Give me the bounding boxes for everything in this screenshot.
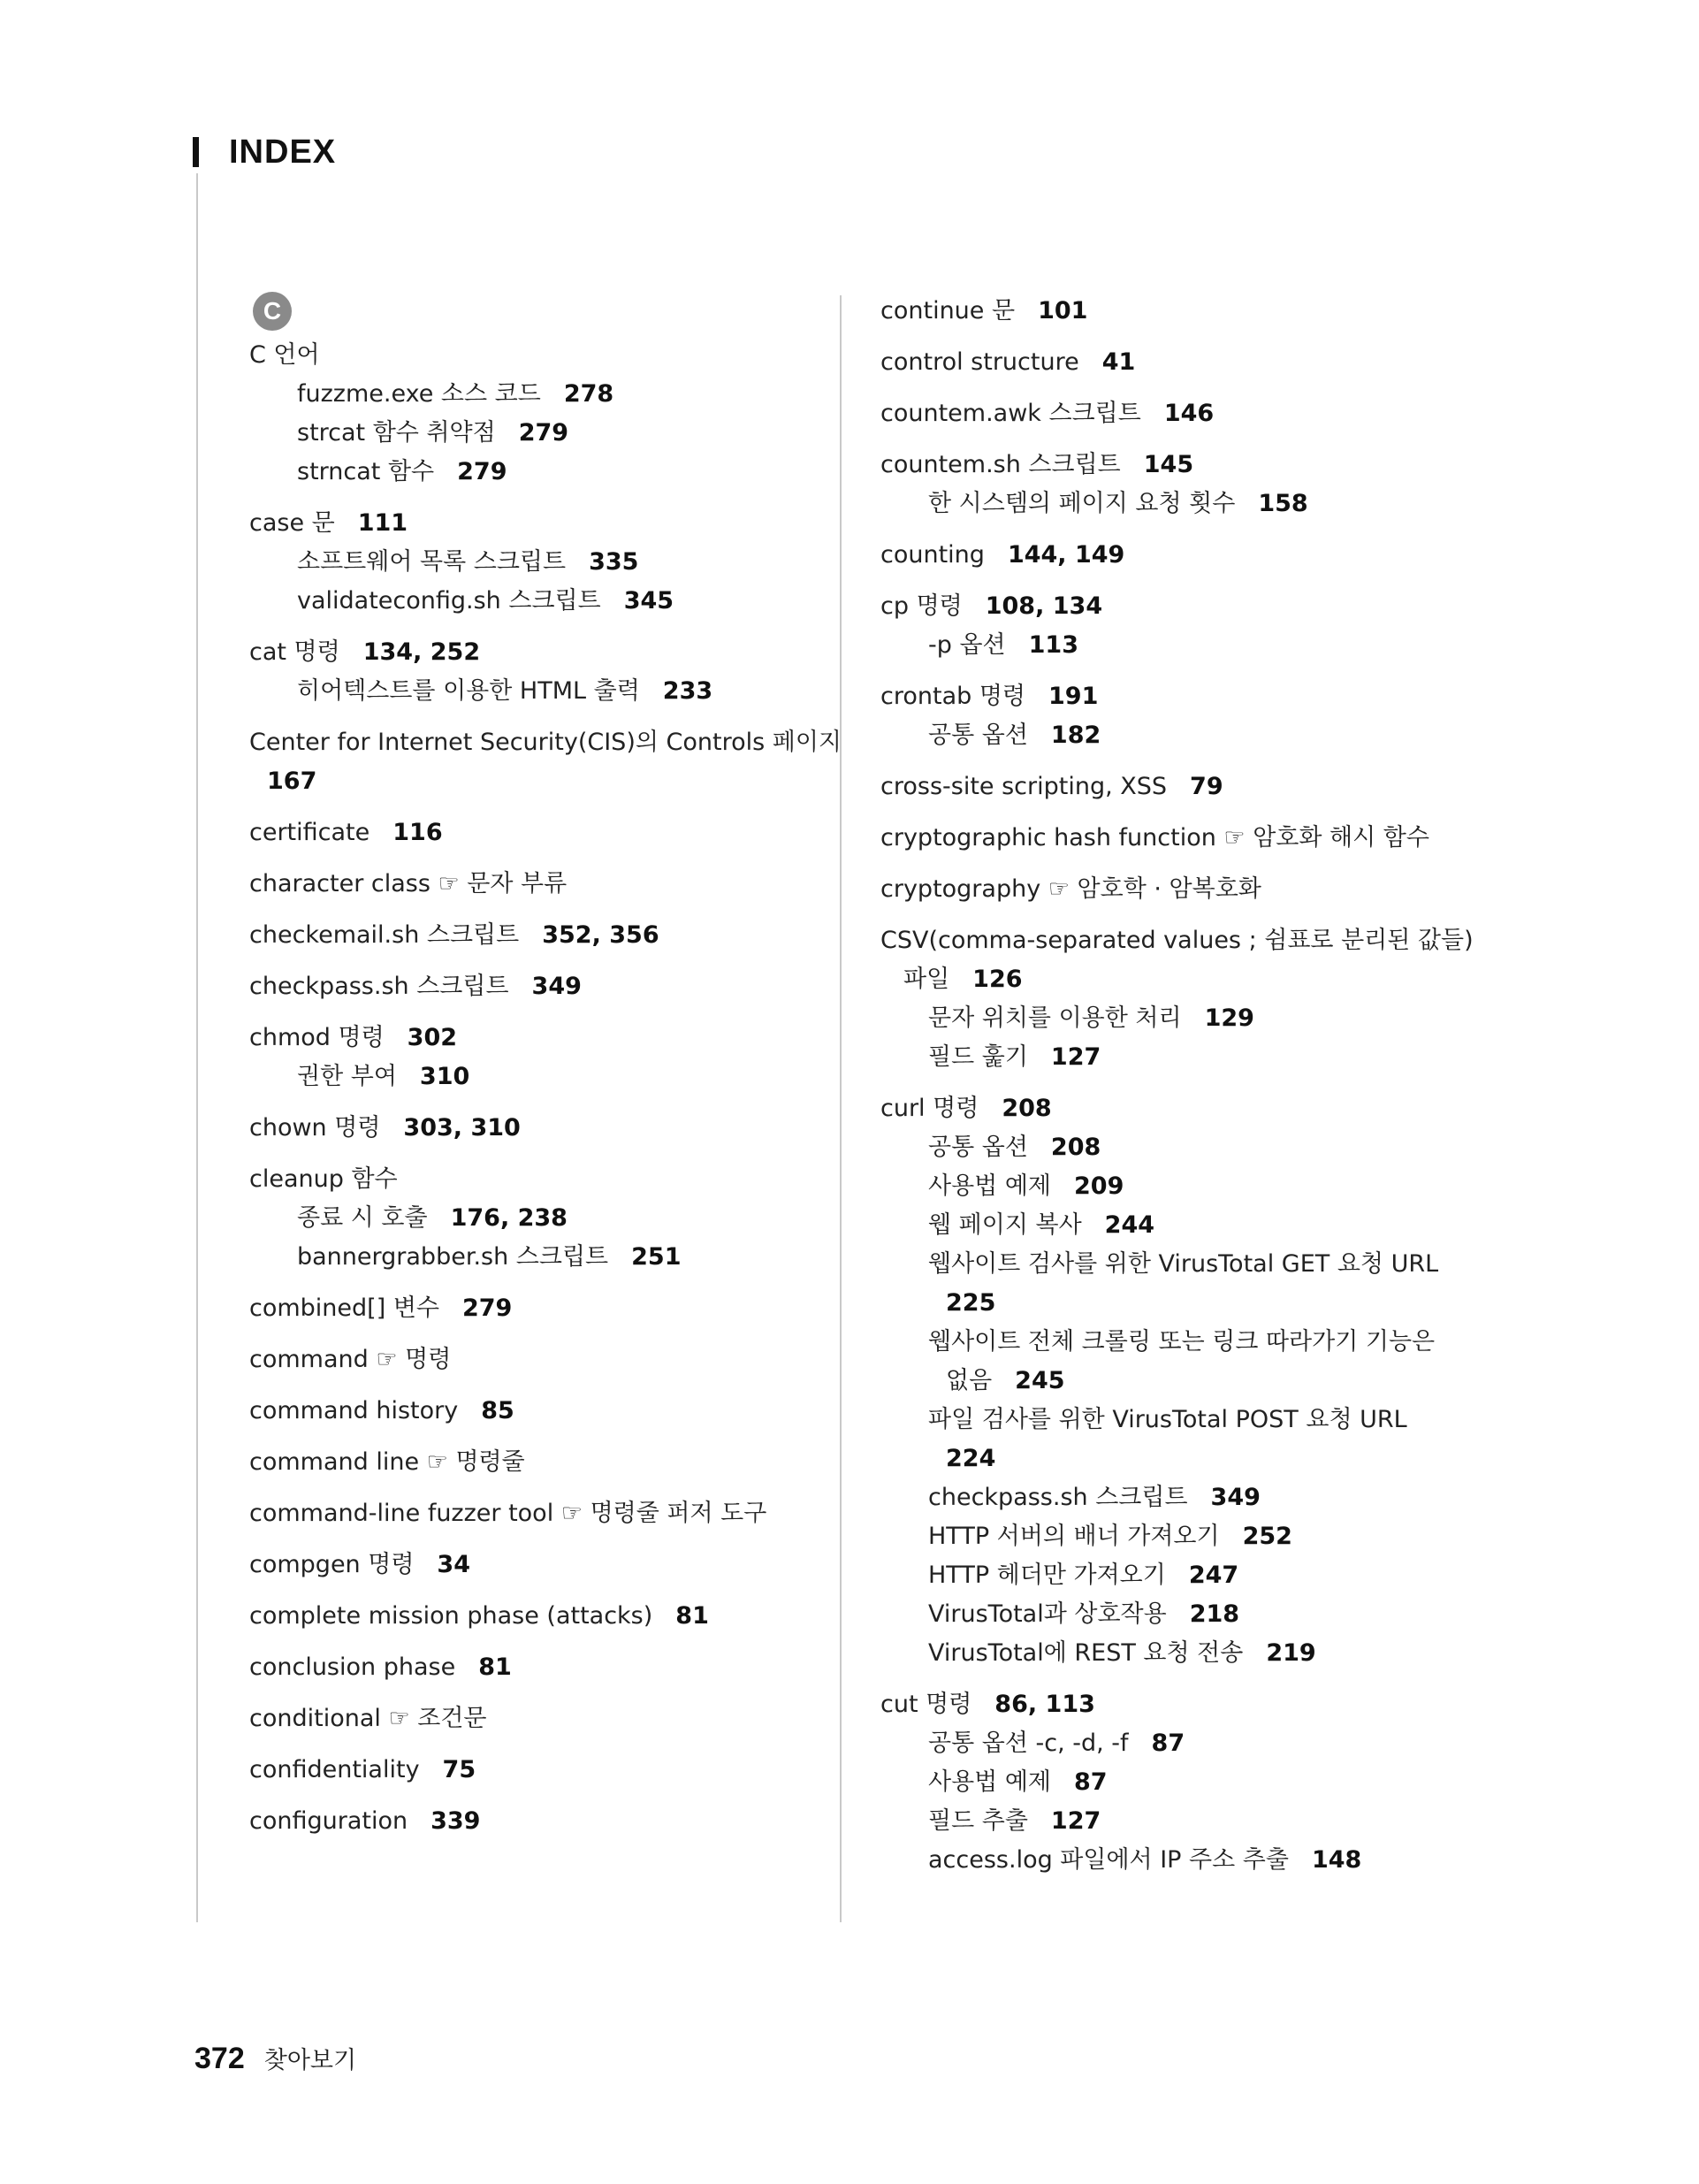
index-entry bbox=[249, 723, 842, 801]
index-subterm: checkpass.sh 스크립트 bbox=[928, 1484, 1188, 1511]
index-subentry bbox=[880, 1724, 1464, 1763]
index-entry bbox=[249, 633, 815, 711]
index-entry-line bbox=[249, 1648, 815, 1687]
page-reference: 144, 149 bbox=[1007, 541, 1125, 569]
page-reference: 209 bbox=[1074, 1172, 1124, 1200]
index-subentry bbox=[880, 1245, 1464, 1323]
index-subterm: 권한 부여 bbox=[297, 1063, 397, 1090]
page-reference: 81 bbox=[675, 1602, 709, 1630]
page-reference: 81 bbox=[478, 1653, 512, 1681]
page-reference: 182 bbox=[1050, 722, 1101, 749]
index-subentry bbox=[880, 716, 1464, 755]
index-subterm: 공통 옵션 bbox=[928, 722, 1028, 749]
index-term: command history bbox=[249, 1397, 459, 1424]
page-reference: 251 bbox=[631, 1243, 682, 1271]
index-column-left bbox=[249, 292, 842, 1853]
index-subentry bbox=[880, 1038, 1464, 1077]
index-subentry bbox=[880, 1634, 1464, 1673]
index-entry bbox=[249, 1597, 815, 1636]
page-reference: 34 bbox=[437, 1551, 470, 1578]
index-term: command ☞ 명령 bbox=[249, 1346, 452, 1373]
index-subentry bbox=[880, 1206, 1464, 1245]
index-subterm: strncat 함수 bbox=[297, 458, 435, 485]
index-entry bbox=[249, 1802, 815, 1841]
page-number: 372 bbox=[194, 2042, 245, 2075]
page-reference: 108, 134 bbox=[985, 592, 1103, 620]
index-subterm: 웹사이트 검사를 위한 VirusTotal GET 요청 URL bbox=[928, 1250, 1439, 1278]
index-subentry bbox=[249, 1199, 815, 1238]
index-entry bbox=[880, 677, 1464, 755]
continuation-text: 파일 bbox=[903, 966, 950, 993]
index-term: continue 문 bbox=[880, 297, 1016, 325]
page-reference: 79 bbox=[1190, 773, 1223, 800]
page-reference: 335 bbox=[589, 548, 639, 576]
index-subentry bbox=[880, 1128, 1464, 1167]
header-bar bbox=[193, 137, 199, 167]
page-reference: 278 bbox=[563, 380, 614, 408]
index-entry-line bbox=[249, 1340, 815, 1379]
page-reference: 191 bbox=[1048, 683, 1099, 710]
index-term: cryptography ☞ 암호학 · 암복호화 bbox=[880, 875, 1261, 903]
index-subterm: 파일 검사를 위한 VirusTotal POST 요청 URL bbox=[928, 1406, 1407, 1433]
index-subterm: VirusTotal과 상호작용 bbox=[928, 1600, 1167, 1628]
index-entry bbox=[249, 967, 815, 1006]
index-entry-line bbox=[249, 504, 815, 543]
page-reference: 127 bbox=[1050, 1807, 1101, 1835]
index-subentry bbox=[249, 375, 815, 414]
index-entry bbox=[249, 1109, 815, 1148]
index-term: checkemail.sh 스크립트 bbox=[249, 921, 520, 949]
page-reference: 339 bbox=[430, 1807, 481, 1835]
index-entry-line bbox=[249, 1160, 815, 1199]
index-entry-line bbox=[880, 1685, 1464, 1724]
index-entry bbox=[249, 1160, 815, 1277]
index-term: cross-site scripting, XSS bbox=[880, 773, 1168, 800]
column-divider bbox=[840, 295, 842, 1922]
index-subterm: bannergrabber.sh 스크립트 bbox=[297, 1243, 609, 1271]
index-subentry bbox=[249, 582, 815, 621]
index-entry-line bbox=[249, 1751, 815, 1790]
index-term: countem.awk 스크립트 bbox=[880, 400, 1141, 427]
index-entry bbox=[880, 921, 1474, 1077]
index-entry-line bbox=[249, 813, 815, 852]
index-entry-line bbox=[880, 870, 1464, 909]
index-entry-line bbox=[249, 1019, 815, 1058]
index-subterm: 필드 훑기 bbox=[928, 1043, 1028, 1071]
page-reference: 225 bbox=[946, 1289, 996, 1317]
index-term: chown 명령 bbox=[249, 1114, 381, 1142]
page-reference: 87 bbox=[1151, 1730, 1185, 1757]
index-subterm: HTTP 서버의 배너 가져오기 bbox=[928, 1523, 1220, 1550]
index-entry bbox=[880, 587, 1464, 665]
index-subterm: 웹사이트 전체 크롤링 또는 링크 따라가기 기능은 bbox=[928, 1328, 1436, 1355]
page-reference: 101 bbox=[1038, 297, 1088, 325]
index-entry bbox=[249, 1546, 815, 1585]
page-reference: 247 bbox=[1188, 1562, 1239, 1589]
index-entry bbox=[880, 870, 1464, 909]
index-subterm: 사용법 예제 bbox=[928, 1768, 1051, 1796]
index-term: cat 명령 bbox=[249, 638, 340, 666]
page-reference: 148 bbox=[1311, 1846, 1362, 1874]
index-subterm: 웹 페이지 복사 bbox=[928, 1211, 1082, 1239]
page-reference: 208 bbox=[1050, 1134, 1101, 1161]
index-subentry bbox=[880, 1763, 1464, 1802]
index-entry-line bbox=[249, 1443, 815, 1482]
page-reference: 208 bbox=[1002, 1095, 1052, 1122]
page-reference: 158 bbox=[1258, 490, 1308, 517]
index-entry-line bbox=[249, 1109, 815, 1148]
index-term: conclusion phase bbox=[249, 1653, 456, 1681]
index-subentry bbox=[880, 1595, 1464, 1634]
page-reference: 86, 113 bbox=[994, 1691, 1095, 1718]
index-subterm: 사용법 예제 bbox=[928, 1172, 1051, 1200]
index-subterm: access.log 파일에서 IP 주소 추출 bbox=[928, 1846, 1289, 1874]
index-entry-continuation bbox=[880, 960, 1464, 999]
index-subentry bbox=[880, 1323, 1464, 1362]
index-term: CSV(comma-separated values ; 쉼표로 분리된 값들) bbox=[880, 927, 1474, 954]
index-subterm: 히어텍스트를 이용한 HTML 출력 bbox=[297, 677, 640, 705]
continuation-text: 없음 bbox=[946, 1367, 993, 1394]
index-term: control structure bbox=[880, 348, 1079, 376]
index-entry-line bbox=[880, 767, 1464, 806]
index-subterm: -p 옵션 bbox=[928, 631, 1006, 659]
page-reference: 279 bbox=[457, 458, 507, 485]
index-entry-line bbox=[880, 819, 1464, 858]
page-header bbox=[193, 131, 336, 173]
index-entry bbox=[880, 819, 1464, 858]
index-entry-line bbox=[249, 1494, 815, 1533]
index-subentry bbox=[880, 1478, 1464, 1517]
index-term: certificate bbox=[249, 819, 370, 846]
index-entry-line bbox=[880, 343, 1464, 382]
page-reference: 85 bbox=[481, 1397, 514, 1424]
index-term: compgen 명령 bbox=[249, 1551, 415, 1578]
page-reference: 113 bbox=[1028, 631, 1079, 659]
index-subterm: HTTP 헤더만 가져오기 bbox=[928, 1562, 1166, 1589]
index-entry bbox=[249, 1443, 815, 1482]
index-entry-line bbox=[880, 1089, 1464, 1128]
page-reference: 219 bbox=[1266, 1639, 1316, 1667]
index-subentry bbox=[880, 1802, 1464, 1841]
index-entry-line bbox=[880, 394, 1464, 433]
index-entry-line bbox=[249, 916, 815, 955]
index-subterm: 공통 옵션 -c, -d, -f bbox=[928, 1730, 1129, 1757]
index-subterm: 문자 위치를 이용한 처리 bbox=[928, 1004, 1182, 1032]
page-title: INDEX bbox=[229, 133, 337, 171]
index-subterm: strcat 함수 취약점 bbox=[297, 419, 496, 447]
index-entry bbox=[880, 767, 1464, 806]
page-reference: 224 bbox=[946, 1445, 996, 1472]
index-entry-line bbox=[249, 336, 815, 375]
index-entry-line bbox=[880, 292, 1464, 331]
index-entry bbox=[249, 1494, 815, 1533]
index-term: configuration bbox=[249, 1807, 408, 1835]
index-entry bbox=[249, 504, 815, 621]
index-subentry bbox=[880, 1517, 1464, 1556]
page-reference: 279 bbox=[518, 419, 569, 447]
index-term: complete mission phase (attacks) bbox=[249, 1602, 653, 1630]
index-subterm: VirusTotal에 REST 요청 전송 bbox=[928, 1639, 1244, 1667]
index-subentry bbox=[249, 414, 815, 453]
index-entry-line bbox=[249, 865, 815, 904]
index-subterm: 종료 시 호출 bbox=[297, 1204, 428, 1232]
index-term: curl 명령 bbox=[880, 1095, 979, 1122]
index-term: cryptographic hash function ☞ 암호화 해시 함수 bbox=[880, 824, 1429, 851]
index-column-right bbox=[880, 292, 1474, 1892]
index-term: cleanup 함수 bbox=[249, 1165, 398, 1193]
index-term: case 문 bbox=[249, 509, 335, 537]
index-entry bbox=[880, 394, 1464, 433]
index-subterm: 필드 추출 bbox=[928, 1807, 1028, 1835]
page-reference: 41 bbox=[1101, 348, 1136, 376]
index-entry bbox=[249, 1019, 815, 1096]
index-subterm: fuzzme.exe 소스 코드 bbox=[297, 380, 541, 408]
page-reference: 167 bbox=[267, 767, 317, 795]
index-entry bbox=[249, 1340, 815, 1379]
page-reference: 352, 356 bbox=[542, 921, 659, 949]
index-subentry bbox=[880, 485, 1464, 523]
index-entry-line bbox=[880, 446, 1464, 485]
index-subentry bbox=[880, 1167, 1464, 1206]
index-term: crontab 명령 bbox=[880, 683, 1026, 710]
index-entry bbox=[880, 1089, 1464, 1673]
index-entry-line bbox=[880, 536, 1464, 575]
index-entry-line bbox=[249, 1699, 815, 1738]
page-reference: 310 bbox=[419, 1063, 470, 1090]
page-reference: 145 bbox=[1143, 451, 1194, 478]
index-entry bbox=[880, 446, 1464, 523]
index-entry bbox=[880, 343, 1464, 382]
page-reference: 75 bbox=[442, 1756, 476, 1783]
index-term: counting bbox=[880, 541, 985, 569]
index-entry bbox=[249, 1289, 815, 1328]
index-term: conditional ☞ 조건문 bbox=[249, 1705, 487, 1732]
footer-label: 찾아보기 bbox=[263, 2047, 357, 2074]
index-subentry bbox=[880, 626, 1464, 665]
index-entry-line bbox=[249, 1392, 815, 1431]
page-reference: 303, 310 bbox=[403, 1114, 521, 1142]
page-reference: 349 bbox=[1210, 1484, 1261, 1511]
index-subterm: 한 시스템의 페이지 요청 횟수 bbox=[928, 490, 1236, 517]
page-reference: 279 bbox=[461, 1294, 513, 1322]
index-term: confidentiality bbox=[249, 1756, 420, 1783]
index-subentry bbox=[249, 1238, 815, 1277]
page-reference: 129 bbox=[1204, 1004, 1254, 1032]
page-reference: 233 bbox=[662, 677, 713, 705]
index-entry-line bbox=[249, 723, 842, 801]
page-reference: 345 bbox=[623, 587, 674, 615]
index-subentry bbox=[249, 1058, 815, 1096]
index-term: combined[] 변수 bbox=[249, 1294, 439, 1322]
index-subentry bbox=[880, 1556, 1464, 1595]
index-term: C 언어 bbox=[249, 341, 320, 369]
index-entry bbox=[249, 865, 815, 904]
index-term: checkpass.sh 스크립트 bbox=[249, 973, 509, 1000]
index-subentry bbox=[249, 543, 815, 582]
page-reference: 176, 238 bbox=[450, 1204, 568, 1232]
index-entry bbox=[249, 1751, 815, 1790]
index-entry-line bbox=[249, 967, 815, 1006]
index-entry-line bbox=[249, 633, 815, 672]
page-reference: 349 bbox=[531, 973, 582, 1000]
index-term: countem.sh 스크립트 bbox=[880, 451, 1121, 478]
page-reference: 252 bbox=[1242, 1523, 1292, 1550]
index-entry bbox=[249, 916, 815, 955]
page-reference: 116 bbox=[392, 819, 443, 846]
index-term: Center for Internet Security(CIS)의 Controls 페이지 bbox=[249, 729, 842, 756]
index-entry bbox=[249, 336, 815, 492]
page-reference: 134, 252 bbox=[362, 638, 481, 666]
index-entry bbox=[880, 536, 1464, 575]
page-reference: 146 bbox=[1163, 400, 1215, 427]
index-subentry bbox=[880, 1841, 1464, 1880]
index-subterm: 소프트웨어 목록 스크립트 bbox=[297, 548, 567, 576]
index-subentry bbox=[249, 453, 815, 492]
section-letter-badge: C bbox=[253, 292, 292, 331]
index-term: cp 명령 bbox=[880, 592, 963, 620]
index-term: chmod 명령 bbox=[249, 1024, 385, 1051]
index-term: command line ☞ 명령줄 bbox=[249, 1448, 525, 1476]
page-reference: 127 bbox=[1050, 1043, 1101, 1071]
index-subentry bbox=[880, 1401, 1464, 1478]
left-margin-rule bbox=[196, 173, 198, 1922]
index-subentry bbox=[880, 999, 1464, 1038]
index-entry-line bbox=[880, 921, 1474, 960]
page-reference: 87 bbox=[1074, 1768, 1108, 1796]
page-reference: 126 bbox=[972, 966, 1023, 993]
index-entry-line bbox=[249, 1597, 815, 1636]
index-subterm: 공통 옵션 bbox=[928, 1134, 1028, 1161]
index-entry-line bbox=[249, 1546, 815, 1585]
index-entry-line bbox=[880, 677, 1464, 716]
index-entry-line bbox=[249, 1802, 815, 1841]
page-reference: 244 bbox=[1104, 1211, 1155, 1239]
page-reference: 302 bbox=[407, 1024, 458, 1051]
index-entry bbox=[249, 1699, 815, 1738]
page-reference: 111 bbox=[357, 509, 408, 537]
index-term: command-line fuzzer tool ☞ 명령줄 퍼저 도구 bbox=[249, 1500, 767, 1527]
index-entry-line bbox=[249, 1289, 815, 1328]
index-subentry bbox=[249, 672, 815, 711]
page-reference: 245 bbox=[1015, 1367, 1065, 1394]
index-term: character class ☞ 문자 부류 bbox=[249, 870, 568, 897]
index-subentry-continuation bbox=[880, 1362, 1464, 1401]
index-entry bbox=[249, 1648, 815, 1687]
index-entry bbox=[880, 292, 1464, 331]
index-entry bbox=[249, 1392, 815, 1431]
index-term: cut 명령 bbox=[880, 1691, 972, 1718]
page-reference: 218 bbox=[1189, 1600, 1240, 1628]
index-entry bbox=[249, 813, 815, 852]
page-footer bbox=[194, 2041, 356, 2076]
index-entry-line bbox=[880, 587, 1464, 626]
index-entry bbox=[880, 1685, 1464, 1880]
index-subterm: validateconfig.sh 스크립트 bbox=[297, 587, 601, 615]
